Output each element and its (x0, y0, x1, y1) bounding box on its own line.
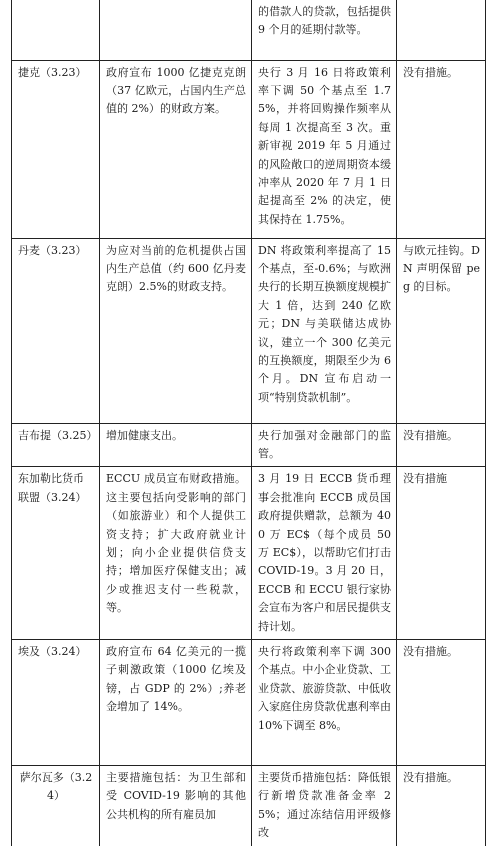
exchange-measures-cell: 与欧元挂钩。DN 声明保留 peg 的目标。 (397, 238, 486, 423)
table-row (12, 423, 486, 467)
fiscal-measures-cell: 政府宣布 64 亿美元的一揽子刺激政策（1000 亿埃及镑，占 GDP 的 2%）;养老金增加了 14%。 (100, 639, 252, 765)
fiscal-measures-cell: 为应对当前的危机提供占国内生产总值（约 600 亿丹麦克朗）2.5%的财政支持。 (100, 238, 252, 423)
fiscal-measures-cell: ECCU 成员宣布财政措施。这主要包括向受影响的部门（如旅游业）和个人提供工资支持；扩大政府就业计划；向小企业提供信贷支持；增加医疗保健支出；减少或推迟支付一些税款，等。 (100, 467, 252, 640)
exchange-measures-cell: 没有措施。 (397, 639, 486, 765)
country-cell: 丹麦（3.23） (12, 238, 100, 423)
table-row (12, 467, 486, 640)
table-row (12, 60, 486, 238)
table-row (12, 765, 486, 845)
monetary-measures-cell: 的借款人的贷款，包括提供 9 个月的延期付款等。 (252, 0, 397, 60)
fiscal-measures-cell: 政府宣布 1000 亿捷克克朗（37 亿欧元，占国内生产总值的 2%）的财政方案。 (100, 60, 252, 238)
fiscal-measures-cell: 主要措施包括：为卫生部和受 COVID-19 影响的其他公共机构的所有雇员加 (100, 765, 252, 845)
exchange-measures-cell: 没有措施。 (397, 423, 486, 467)
exchange-measures-cell: 没有措施。 (397, 60, 486, 238)
country-cell (12, 0, 100, 60)
table-row (12, 238, 486, 423)
table-row (12, 0, 486, 60)
monetary-measures-cell: 央行加强对金融部门的监管。 (252, 423, 397, 467)
country-cell: 东加勒比货币联盟（3.24） (12, 467, 100, 640)
fiscal-measures-cell: 增加健康支出。 (100, 423, 252, 467)
country-cell: 捷克（3.23） (12, 60, 100, 238)
country-cell: 萨尔瓦多（3.24） (12, 765, 100, 845)
monetary-measures-cell: 3 月 19 日 ECCB 货币理事会批准向 ECCB 成员国政府提供赠款，总额为 400 万 EC$（每个成员 50 万 EC$），以帮助它们打击 COVID-19。3 月 20 日，ECCB 和 ECCU 银行家协会宣布为客户和居民提供支持计划。 (252, 467, 397, 640)
monetary-measures-cell: 央行将政策利率下调 300 个基点。中小企业贷款、工业贷款、旅游贷款、中低收入家庭住房贷款优惠利率由 10%下调至 8%。 (252, 639, 397, 765)
policy-measures-table (11, 0, 486, 846)
monetary-measures-cell: DN 将政策利率提高了 15 个基点，至-0.6%；与欧洲央行的长期互换额度规模扩大 1 倍，达到 240 亿欧元；DN 与美联储达成协议，建立一个 300 亿美元的互换额度，期限至少为 6 个月。DN 宣布启动一项“特别贷款机制”。 (252, 238, 397, 423)
country-cell: 埃及（3.24） (12, 639, 100, 765)
table-row (12, 639, 486, 765)
exchange-measures-cell: 没有措施 (397, 467, 486, 640)
country-cell: 吉布提（3.25） (12, 423, 100, 467)
exchange-measures-cell (397, 0, 486, 60)
fiscal-measures-cell (100, 0, 252, 60)
monetary-measures-cell: 主要货币措施包括：降低银行新增贷款准备金率 25%；通过冻结信用评级修改 (252, 765, 397, 845)
monetary-measures-cell: 央行 3 月 16 日将政策利率下调 50 个基点至 1.75%，并将回购操作频率从每周 1 次提高至 3 次。重新审视 2019 年 5 月通过的风险敞口的逆周期资本缓冲率从 2020 年 7 月 1 日起提高至 2% 的决定，使其保持在 1.75%。 (252, 60, 397, 238)
exchange-measures-cell: 没有措施。 (397, 765, 486, 845)
